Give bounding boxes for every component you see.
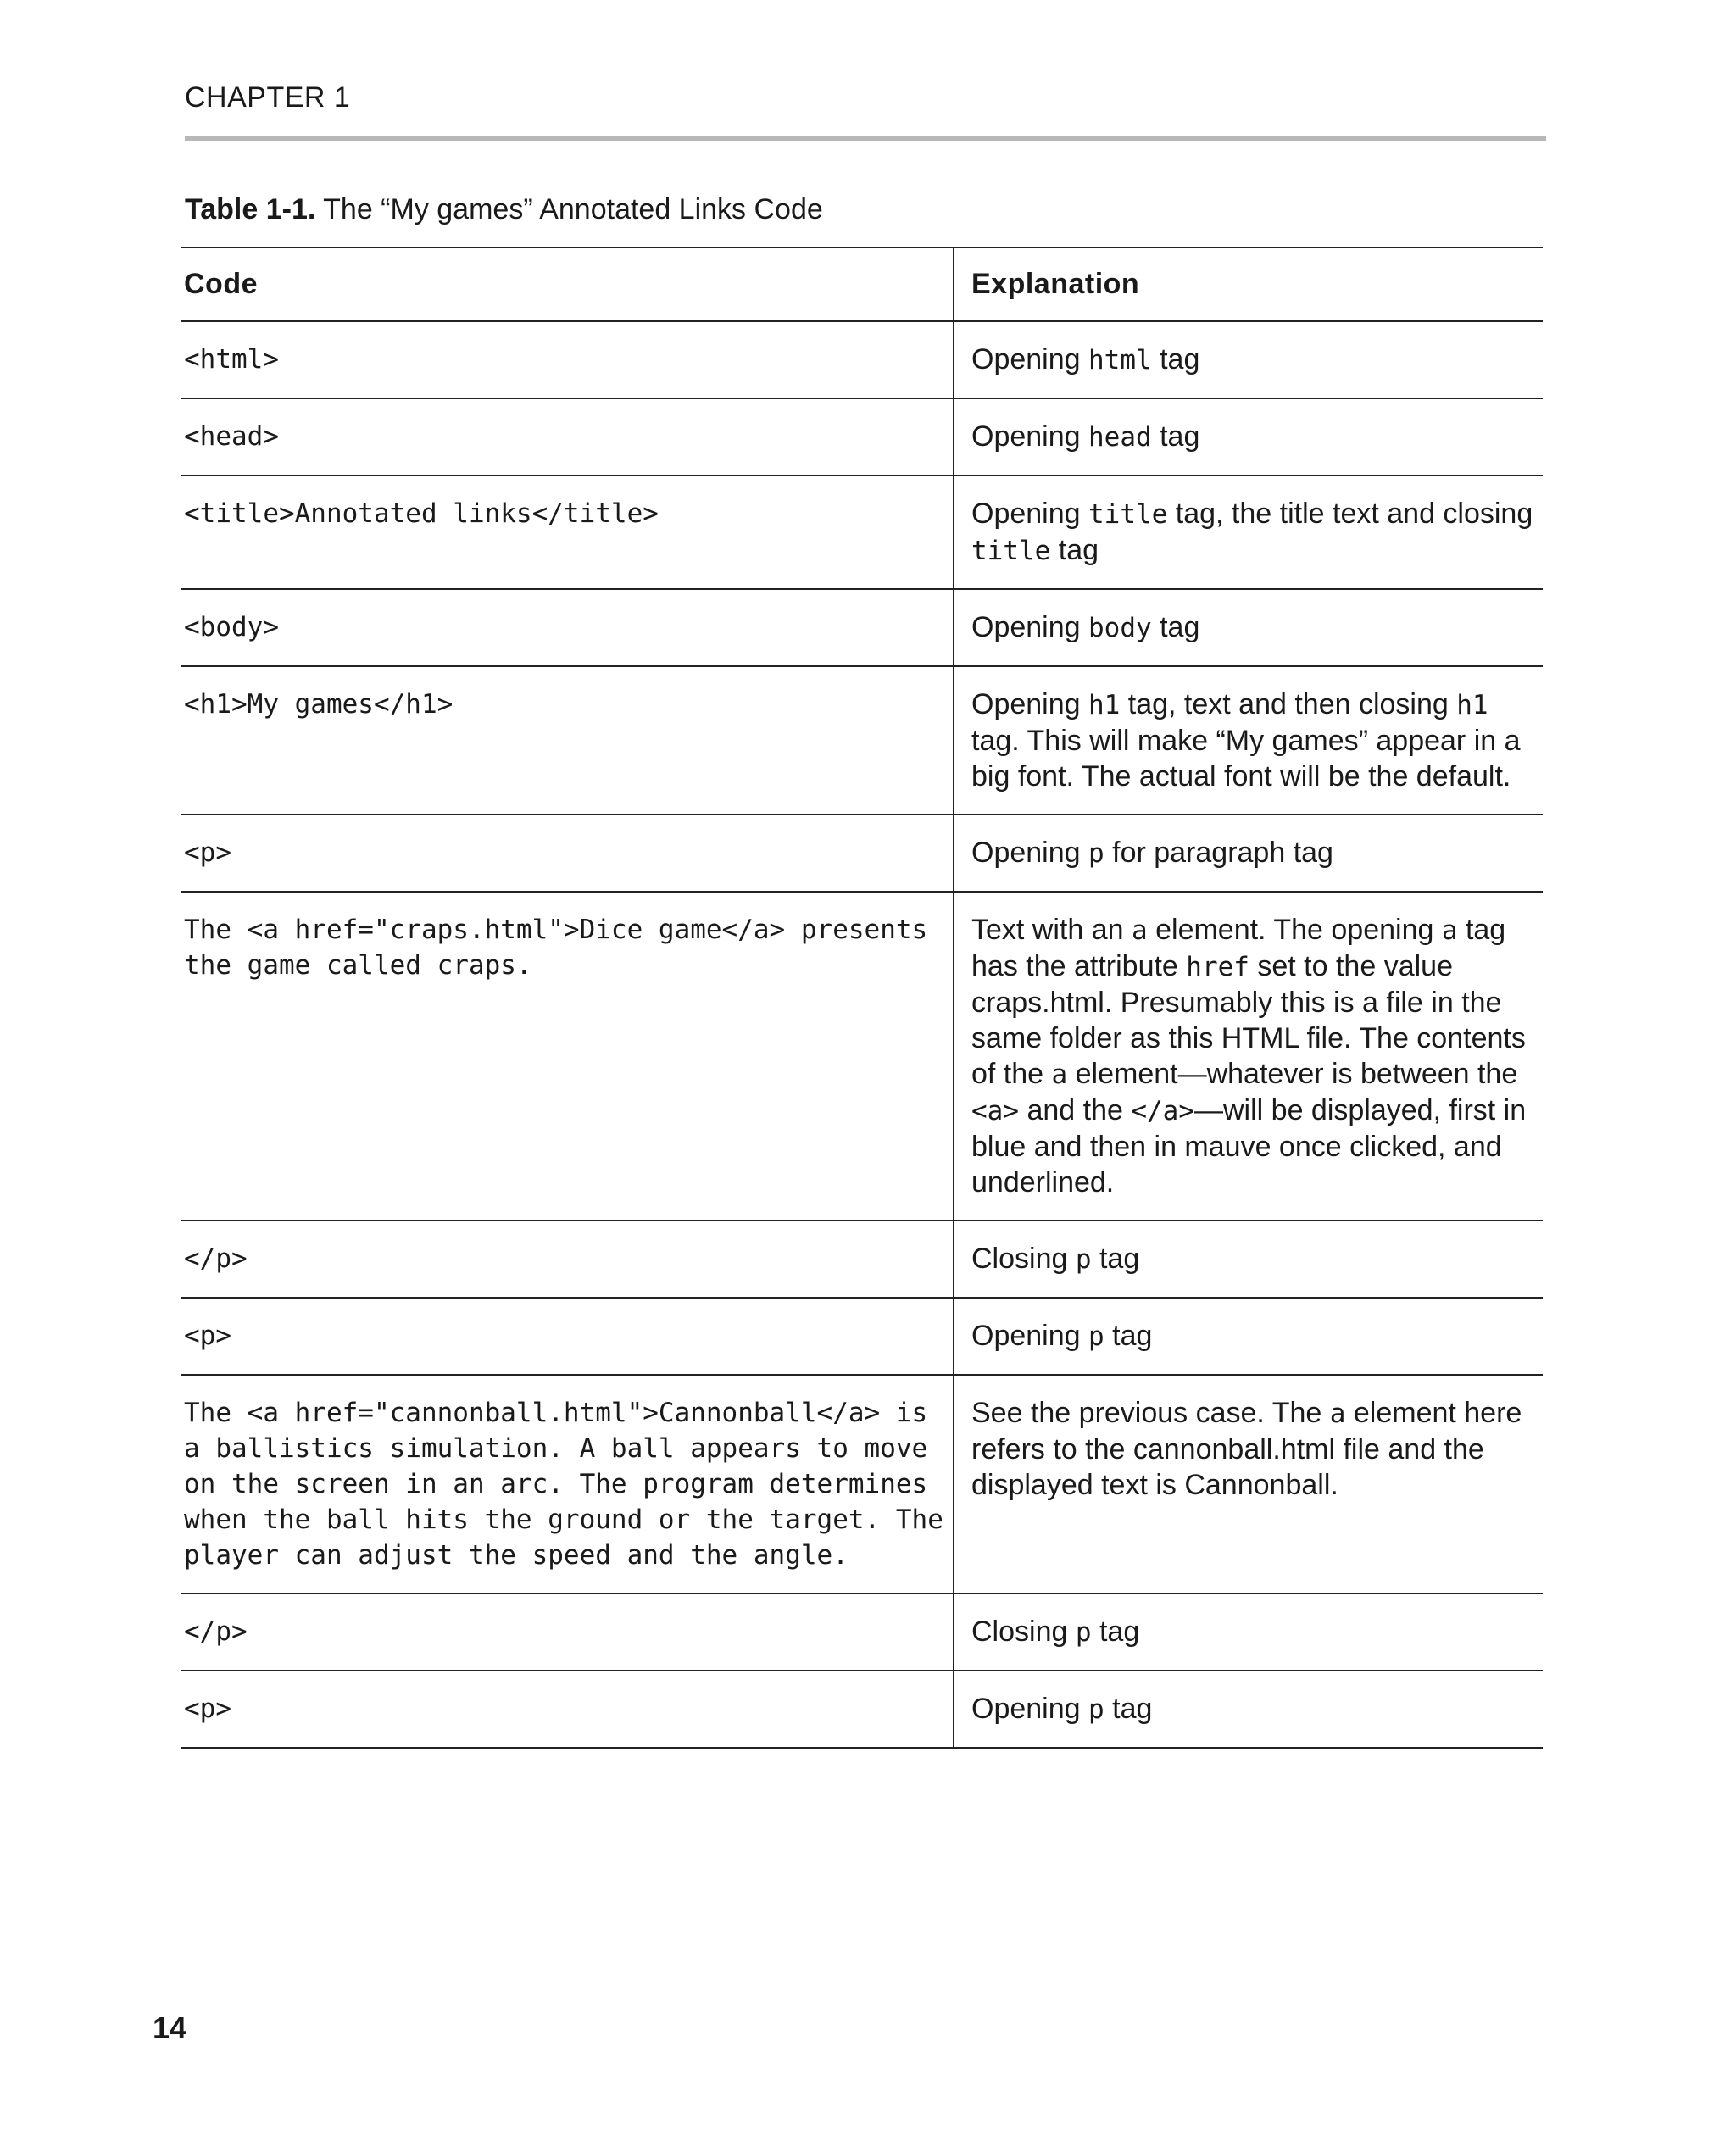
table-body <box>181 321 1543 1748</box>
explanation-text: element—whatever is between the <box>1067 1058 1518 1090</box>
explanation-text: for paragraph tag <box>1104 837 1333 869</box>
inline-code: html <box>1088 345 1152 375</box>
explanation-text: tag <box>1104 1693 1153 1725</box>
explanation-text: Opening <box>971 420 1088 453</box>
code-cell: </p> <box>181 1221 954 1298</box>
inline-code: p <box>1075 1617 1092 1648</box>
table-caption-text: The “My games” Annotated Links Code <box>315 193 823 225</box>
explanation-cell <box>954 815 1543 892</box>
inline-code: title <box>971 536 1051 566</box>
inline-code: p <box>1075 1244 1092 1275</box>
table-row <box>181 1593 1543 1671</box>
explanation-cell <box>954 1593 1543 1671</box>
table-row <box>181 589 1543 666</box>
explanation-text: tag, text and then closing <box>1120 688 1457 720</box>
code-cell: <p> <box>181 1298 954 1375</box>
inline-code: </a> <box>1131 1096 1194 1126</box>
chapter-header: CHAPTER 1 <box>185 81 351 114</box>
code-cell: The <a href="cannonball.html">Cannonball</a> is a ballistics simulation. A ball appears to move on the screen in an arc. The program determines when the ball hits the ground or the target. The player can adjust the speed and the angle. <box>181 1375 954 1593</box>
explanation-text: Opening <box>971 498 1088 530</box>
table-caption-label: Table 1-1. <box>185 193 316 225</box>
column-header-code: Code <box>181 247 954 321</box>
explanation-text: and the <box>1019 1094 1132 1126</box>
explanation-cell <box>954 892 1543 1221</box>
inline-code: <a> <box>971 1096 1019 1126</box>
code-cell: <h1>My games</h1> <box>181 666 954 815</box>
explanation-text: tag, the title text and closing <box>1167 498 1533 530</box>
explanation-text: Opening <box>971 1693 1088 1725</box>
explanation-text: tag <box>1091 1243 1140 1275</box>
code-cell: <p> <box>181 1671 954 1748</box>
code-cell: </p> <box>181 1593 954 1671</box>
inline-code: h1 <box>1456 690 1488 720</box>
inline-code: p <box>1088 838 1104 869</box>
explanation-text: element here refers to the cannonball.html file and the displayed text is Cannonball. <box>971 1397 1522 1501</box>
column-header-explanation: Explanation <box>954 247 1543 321</box>
explanation-text: tag <box>1104 1320 1153 1352</box>
table-caption <box>185 193 823 226</box>
inline-code: h1 <box>1088 690 1121 720</box>
explanation-text: tag <box>1151 420 1200 453</box>
code-cell: <body> <box>181 589 954 666</box>
code-cell: <title>Annotated links</title> <box>181 475 954 589</box>
explanation-text: See the previous case. The <box>971 1397 1330 1429</box>
code-cell: <head> <box>181 398 954 475</box>
explanation-text: Opening <box>971 1320 1088 1352</box>
explanation-text: set to the value craps.html. Presumably this is a file in the same folder as this HTML file. The contents of the <box>971 950 1526 1090</box>
explanation-cell <box>954 398 1543 475</box>
inline-code: title <box>1088 499 1168 530</box>
code-cell: <html> <box>181 321 954 398</box>
table-header-row <box>181 247 1543 321</box>
explanation-text: tag <box>1050 534 1099 566</box>
explanation-cell <box>954 1298 1543 1375</box>
explanation-cell <box>954 589 1543 666</box>
explanation-cell <box>954 666 1543 815</box>
inline-code: href <box>1186 952 1249 982</box>
explanation-text: tag <box>1151 343 1200 375</box>
inline-code: p <box>1088 1321 1104 1352</box>
code-explanation-table <box>181 247 1543 1749</box>
explanation-text: Closing <box>971 1243 1076 1275</box>
explanation-cell <box>954 1671 1543 1748</box>
inline-code: a <box>1441 915 1458 946</box>
inline-code: a <box>1051 1059 1068 1090</box>
explanation-text: Opening <box>971 837 1088 869</box>
explanation-text: tag <box>1091 1615 1140 1648</box>
table-row <box>181 398 1543 475</box>
table-row <box>181 666 1543 815</box>
explanation-text: tag. This will make “My games” appear in a big font. The actual font will be the default. <box>971 725 1521 792</box>
explanation-text: tag has the attribute <box>971 914 1506 982</box>
explanation-text: Opening <box>971 611 1088 643</box>
explanation-text: element. The opening <box>1147 914 1442 946</box>
explanation-text: Text with an <box>971 914 1132 946</box>
inline-code: head <box>1088 422 1152 453</box>
code-cell: <p> <box>181 815 954 892</box>
table-row <box>181 1221 1543 1298</box>
explanation-text: Opening <box>971 688 1088 720</box>
table-row <box>181 1375 1543 1593</box>
inline-code: body <box>1088 613 1152 643</box>
table-row <box>181 815 1543 892</box>
code-cell: The <a href="craps.html">Dice game</a> presents the game called craps. <box>181 892 954 1221</box>
explanation-cell <box>954 321 1543 398</box>
header-divider <box>185 136 1546 141</box>
explanation-text: —will be displayed, first in blue and then in mauve once clicked, and underlined. <box>971 1094 1527 1198</box>
inline-code: a <box>1329 1399 1346 1429</box>
explanation-text: tag <box>1151 611 1200 643</box>
table-row <box>181 1298 1543 1375</box>
explanation-cell <box>954 475 1543 589</box>
explanation-text: Closing <box>971 1615 1076 1648</box>
table-row <box>181 1671 1543 1748</box>
inline-code: a <box>1131 915 1148 946</box>
inline-code: p <box>1088 1694 1104 1725</box>
table-row <box>181 475 1543 589</box>
explanation-cell <box>954 1375 1543 1593</box>
page-number: 14 <box>153 2010 187 2045</box>
table-row <box>181 892 1543 1221</box>
explanation-text: Opening <box>971 343 1088 375</box>
explanation-cell <box>954 1221 1543 1298</box>
table-row <box>181 321 1543 398</box>
